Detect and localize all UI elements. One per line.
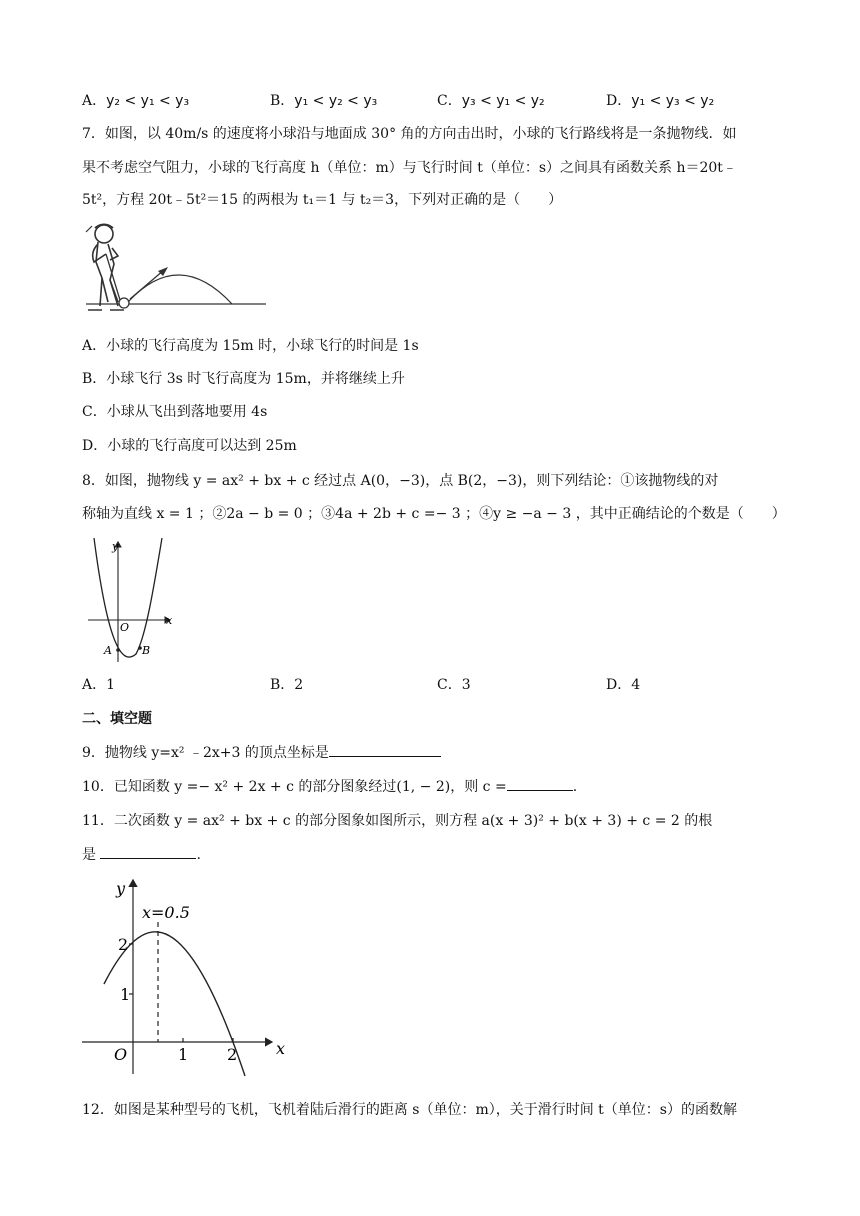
ball [119,298,129,308]
q8-b-label: B [142,644,151,657]
q11-answer-blank[interactable] [100,844,196,859]
q8-option-c: C．3 [437,677,471,693]
q7-stem-line-3: 5t²，方程 20t﹣5t²＝15 的两根为 t₁＝1 与 t₂＝3，下列对正确的是（ ） [82,192,563,208]
q7-stem-line-2: 果不考虑空气阻力，小球的飞行高度 h（单位：m）与飞行时间 t（单位：s）之间具有函数关系 h＝20t﹣ [82,160,737,176]
q11-tick-x1: 1 [178,1045,189,1064]
q11-y-label: y [116,879,126,898]
q8-option-b: B．2 [270,677,304,693]
q8-origin-label: O [120,621,130,634]
q7-option-c: C．小球从飞出到落地要用 4s [82,404,268,420]
q7-option-a: A．小球的飞行高度为 15m 时，小球飞行的时间是 1s [82,338,419,354]
point-a [116,648,120,652]
flight-path [128,275,232,304]
q11-tick-x2: 2 [227,1045,238,1064]
section-title: 二、填空题 [82,711,152,727]
golfer-body [96,242,108,302]
q11-tick-y1: 1 [120,985,131,1004]
q8-option-d: D．4 [606,677,641,693]
parabola-curve [94,538,162,657]
direction-arrow [130,270,164,299]
q7-stem-line-1: 7．如图，以 40m/s 的速度将小球沿与地面成 30° 角的方向击出时，小球的飞行路线将是一条抛物线．如 [82,126,737,142]
q8-x-label: x [166,614,173,627]
q8-y-label: y [112,540,119,553]
q6-option-a: A．y₂ < y₁ < y₃ [82,93,190,109]
q9-answer-blank[interactable] [329,742,441,757]
q11-stem-line-2: 是 . [82,844,201,865]
q8-option-a: A．1 [82,677,116,693]
q8-stem-line-2: 称轴为直线 x = 1 ；②2a − b = 0 ；③4a + 2b + c =− 3 ；④y ≥ −a − 3 ，其中正确结论的个数是（ ） [82,506,786,522]
q6-option-d: D．y₁ < y₃ < y₂ [606,93,715,109]
q6-option-c: C．y₃ < y₁ < y₂ [437,93,545,109]
q11-axis-label: x=0.5 [142,903,190,922]
golfer-head [95,225,113,243]
q11-parabola-graph [80,874,300,1082]
q12-stem-line-1: 12．如图是某种型号的飞机，飞机着陆后滑行的距离 s（单位：m），关于滑行时间 t（单位：s）的函数解 [82,1102,737,1118]
q11-origin-label: O [114,1045,128,1064]
q7-option-d: D．小球的飞行高度可以达到 25m [82,438,297,454]
q11-x-label: x [276,1039,286,1058]
q10-stem: 10．已知函数 y =− x² + 2x + c 的部分图象经过(1, − 2)，则 c = . [82,776,577,797]
q7-option-b: B．小球飞行 3s 时飞行高度为 15m，并将继续上升 [82,371,405,387]
q11-stem-line-1: 11．二次函数 y = ax² + bx + c 的部分图象如图所示，则方程 a(x + 3)² + b(x + 3) + c = 2 的根 [82,813,713,829]
q9-stem: 9．抛物线 y=x² ﹣2x+3 的顶点坐标是 [82,742,441,763]
q6-option-b: B．y₁ < y₂ < y₃ [270,93,378,109]
q8-stem-line-1: 8．如图，抛物线 y = ax² + bx + c 经过点 A(0，−3)，点 B(2，−3)，则下列结论：①该抛物线的对 [82,473,719,489]
q10-answer-blank[interactable] [507,776,573,791]
q8-a-label: A [104,644,112,657]
q7-golfer-figure [84,222,268,322]
q8-parabola-graph [86,536,186,666]
q11-tick-y2: 2 [118,935,129,954]
